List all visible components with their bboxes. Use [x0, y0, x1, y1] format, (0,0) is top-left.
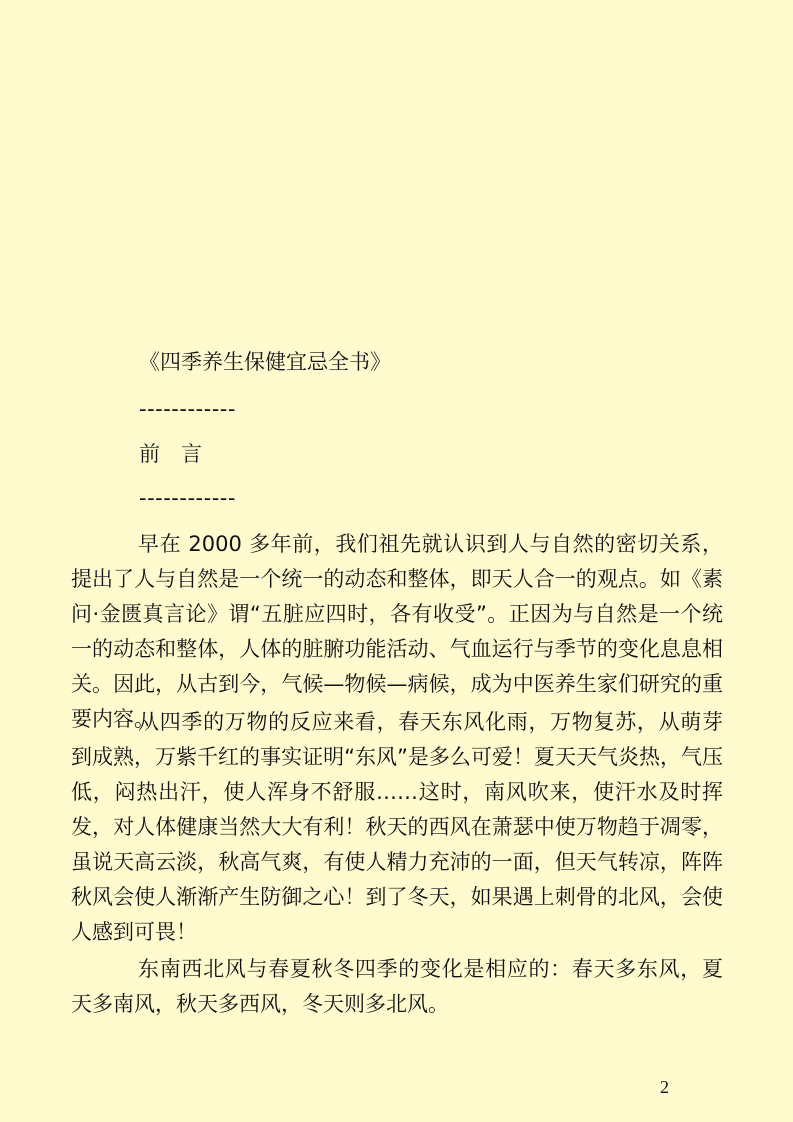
paragraph-3: 东南西北风与春夏秋冬四季的变化是相应的：春天多东风，夏天多南风，秋天多西风，冬天则多北风。: [71, 957, 723, 1016]
book-title: 《四季养生保健宜忌全书》: [139, 350, 391, 374]
paragraph-2: 从四季的万物的反应来看，春天东风化雨，万物复苏，从萌芽到成熟，万紫千红的事实证明“东风”是多么可爱！夏天天气炎热，气压低，闷热出汗，使人浑身不舒服……这时，南风吹来，使汗水及时挥发，对人体健康当然大大有利！秋天的西风在萧瑟中使万物趋于凋零，虽说天高云淡，秋高气爽，有使人精力充沛的一面，但天气转凉，阵阵秋风会使人渐渐产生防御之心！到了冬天，如果遇上刺骨的北风，会使人感到可畏！: [71, 710, 723, 944]
paragraph-1: 早在 2000 多年前，我们祖先就认识到人与自然的密切关系，提出了人与自然是一个统一的动态和整体，即天人合一的观点。如《素问·金匮真言论》谓“五脏应四时，各有收受”。正因为与自然是一个统一的动态和整体，人体的脏腑功能活动、气血运行与季节的变化息息相关。因此，从古到今，气候—物候—病候，成为中医养生家们研究的重要内容。: [71, 532, 723, 731]
separator-top: ------------: [139, 397, 236, 421]
separator-bottom: ------------: [139, 486, 236, 510]
section-heading: 前 言: [139, 442, 202, 466]
page-number: 2: [660, 1077, 669, 1097]
